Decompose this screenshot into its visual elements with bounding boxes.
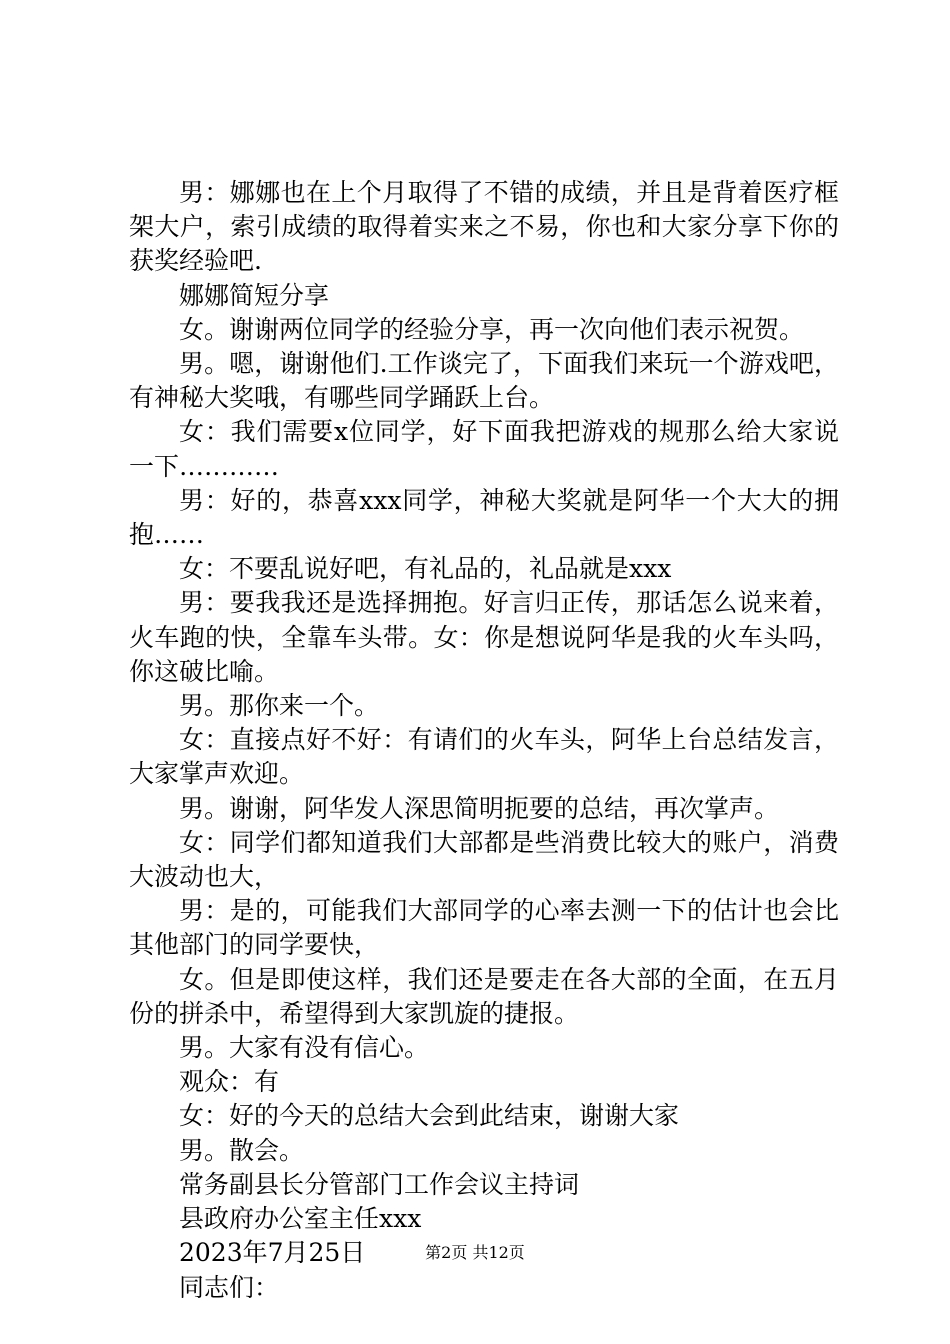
paragraph: 女：我们需要x位同学，好下面我把游戏的规那么给大家说一下………… <box>129 417 839 481</box>
date-line: 2023年7月25日 <box>179 1238 366 1268</box>
paragraph: 男：要我我还是选择拥抱。好言归正传，那话怎么说来着，火车跑的快，全靠车头带。女：你是想说阿华是我的火车头吗，你这破比喻。 <box>129 588 839 686</box>
paragraph: 男。大家有没有信心。 <box>179 1033 430 1063</box>
paragraph: 娜娜简短分享 <box>179 280 330 310</box>
paragraph: 女。但是即使这样，我们还是要走在各大部的全面，在五月份的拼杀中，希望得到大家凯旋的捷报。 <box>129 964 839 1028</box>
page-footer <box>0 1243 950 1263</box>
salutation: 同志们： <box>179 1272 280 1302</box>
paragraph: 男：娜娜也在上个月取得了不错的成绩，并且是背着医疗框架大户，索引成绩的取得着实来之不易，你也和大家分享下你的获奖经验吧. <box>129 178 839 276</box>
author-line: 县政府办公室主任xxx <box>179 1204 422 1234</box>
paragraph: 女。谢谢两位同学的经验分享，再一次向他们表示祝贺。 <box>179 314 805 344</box>
paragraph: 女：直接点好不好：有请们的火车头，阿华上台总结发言，大家掌声欢迎。 <box>129 725 839 789</box>
paragraph: 女：好的今天的总结大会到此结束，谢谢大家 <box>179 1101 680 1131</box>
paragraph: 男。散会。 <box>179 1135 305 1165</box>
paragraph: 男：是的，可能我们大部同学的心率去测一下的估计也会比其他部门的同学要快， <box>129 896 839 960</box>
paragraph: 观众：有 <box>179 1067 280 1097</box>
paragraph: 女：不要乱说好吧，有礼品的，礼品就是xxx <box>179 554 672 584</box>
paragraph: 男。嗯，谢谢他们.工作谈完了，下面我们来玩一个游戏吧，有神秘大奖哦，有哪些同学踊跃上台。 <box>129 349 839 413</box>
paragraph: 男：好的，恭喜xxx同学，神秘大奖就是阿华一个大大的拥抱…… <box>129 485 839 550</box>
paragraph: 女：同学们都知道我们大部都是些消费比较大的账户，消费大波动也大， <box>129 827 839 892</box>
page-number-label: 第2页 共12页 <box>425 1243 525 1262</box>
paragraph: 男。那你来一个。 <box>179 691 380 721</box>
section-title: 常务副县长分管部门工作会议主持词 <box>179 1169 580 1199</box>
document-body <box>129 176 839 1305</box>
paragraph: 男。谢谢，阿华发人深思简明扼要的总结，再次掌声。 <box>179 793 780 823</box>
